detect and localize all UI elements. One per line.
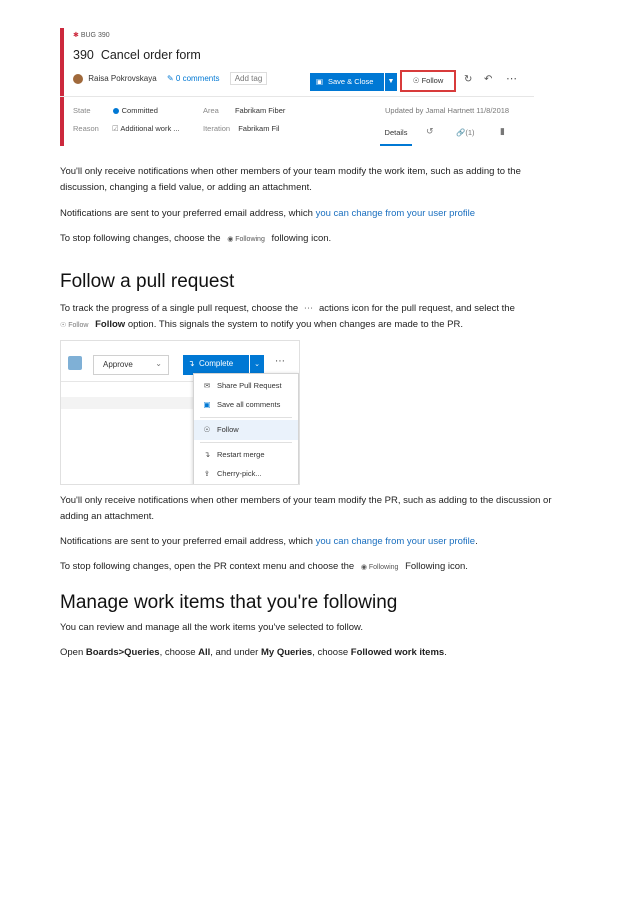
refresh-icon[interactable]: ↻ — [464, 74, 473, 85]
work-item-screenshot — [60, 28, 534, 146]
state-dot-icon — [113, 108, 119, 114]
state-field[interactable]: State Committed — [73, 106, 158, 115]
follow-button[interactable]: ☉ Follow — [400, 70, 456, 92]
paragraph: To stop following changes, open the PR context menu and choose the ◉ Following Following icon. — [60, 561, 468, 572]
save-close-button[interactable]: ▣ Save & Close — [310, 73, 384, 91]
following-icon: ◉ Following — [360, 564, 399, 571]
complete-options-caret[interactable]: ⌄ — [250, 355, 264, 375]
comments-link[interactable]: 0 comments — [175, 74, 220, 84]
menu-divider — [200, 442, 292, 443]
bug-icon: ✱ — [73, 32, 79, 39]
work-item-toolbar-row — [73, 74, 267, 92]
menu-item-share-pull-request[interactable]: ✉ Share Pull Request — [194, 376, 298, 396]
tab-details[interactable]: Details — [380, 124, 412, 146]
links-tab[interactable]: 🔗(1) — [456, 128, 475, 137]
paragraph: Notifications are sent to your preferred email address, which you can change from your user profile — [60, 208, 476, 219]
pr-menu-screenshot — [60, 340, 300, 485]
paragraph: ☉ Follow Follow option. This signals the system to notify you when changes are made to the PR. — [60, 319, 463, 330]
avatar — [73, 74, 83, 84]
user-profile-link[interactable]: you can change from your user profile — [315, 208, 476, 219]
reason-field[interactable]: Reason ☑ Additional work ... — [73, 124, 180, 133]
paragraph: You can review and manage all the work items you've selected to follow. — [60, 622, 363, 633]
background-stripe — [61, 397, 193, 409]
menu-item-cherry-pick[interactable]: ⇪ Cherry-pick... — [194, 464, 298, 484]
bug-color-bar — [60, 28, 64, 146]
link-icon: 🔗 — [456, 128, 466, 137]
work-item-title[interactable]: 390 Cancel order form — [73, 48, 201, 62]
paragraph: You'll only receive notifications when other members of your team modify the PR, such as adding to the discussion or adding an attachment. — [60, 495, 552, 522]
section-heading: Follow a pull request — [60, 271, 235, 292]
user-profile-link[interactable]: you can change from your user profile — [315, 536, 476, 547]
menu-divider — [200, 417, 292, 418]
save-options-caret[interactable]: ▼ — [385, 73, 397, 91]
eye-icon: ☉ — [412, 76, 420, 85]
attachment-icon[interactable]: ▮ — [500, 126, 505, 136]
comments-icon: ✎ — [166, 74, 174, 84]
paragraph: To track the progress of a single pull request, choose the ⋯ actions icon for the pull request, and select the — [60, 303, 515, 314]
avatar — [68, 356, 82, 370]
divider — [60, 96, 534, 97]
menu-item-follow[interactable]: ☉ Follow — [194, 420, 298, 440]
following-icon: ◉ Following — [227, 236, 265, 243]
cherry-pick-icon: ⇪ — [203, 469, 211, 478]
menu-item-restart-merge[interactable]: ↴ Restart merge — [194, 445, 298, 465]
updated-info: Updated by Jamal Hartnett 11/8/2018 — [385, 106, 510, 115]
more-actions-icon[interactable]: ⋯ — [275, 356, 285, 367]
follow-icon: ☉ Follow — [60, 322, 89, 329]
paragraph: You'll only receive notifications when other members of your team modify the work item, such as adding to the discussion, changing a field value, or adding an attachment. — [60, 166, 521, 193]
chevron-down-icon: ⌄ — [155, 359, 162, 368]
bug-label: ✱ BUG 390 — [73, 32, 110, 39]
complete-button[interactable]: ↴ Complete — [183, 355, 249, 375]
save-icon: ▣ — [203, 400, 211, 409]
history-icon[interactable]: ↺ — [426, 126, 434, 136]
save-icon: ▣ — [316, 77, 324, 86]
merge-icon: ↴ — [203, 450, 211, 459]
context-menu — [193, 373, 299, 485]
paragraph: To stop following changes, choose the ◉ Following following icon. — [60, 233, 332, 244]
menu-item-save-all-comments[interactable]: ▣ Save all comments — [194, 395, 298, 415]
area-field[interactable]: Area Fabrikam Fiber — [203, 106, 286, 115]
assignee[interactable]: Raisa Pokrovskaya — [88, 74, 157, 84]
approve-button[interactable]: Approve ⌄ — [93, 355, 169, 375]
paragraph: Notifications are sent to your preferred email address, which you can change from your user profile. — [60, 536, 478, 547]
merge-icon: ↴ — [188, 359, 195, 368]
more-actions-icon[interactable]: ⋯ — [506, 73, 517, 85]
undo-icon[interactable]: ↶ — [484, 74, 493, 85]
lock-icon: ☑ — [111, 124, 119, 133]
mail-icon: ✉ — [203, 381, 211, 390]
section-heading: Manage work items that you're following — [60, 592, 398, 613]
add-tag-button[interactable]: Add tag — [230, 72, 268, 85]
eye-icon: ☉ — [203, 425, 211, 434]
more-actions-icon: ⋯ — [303, 303, 314, 314]
iteration-field[interactable]: Iteration Fabrikam Fil — [203, 124, 280, 133]
paragraph: Open Boards>Queries, choose All, and under My Queries, choose Followed work items. — [60, 647, 447, 658]
